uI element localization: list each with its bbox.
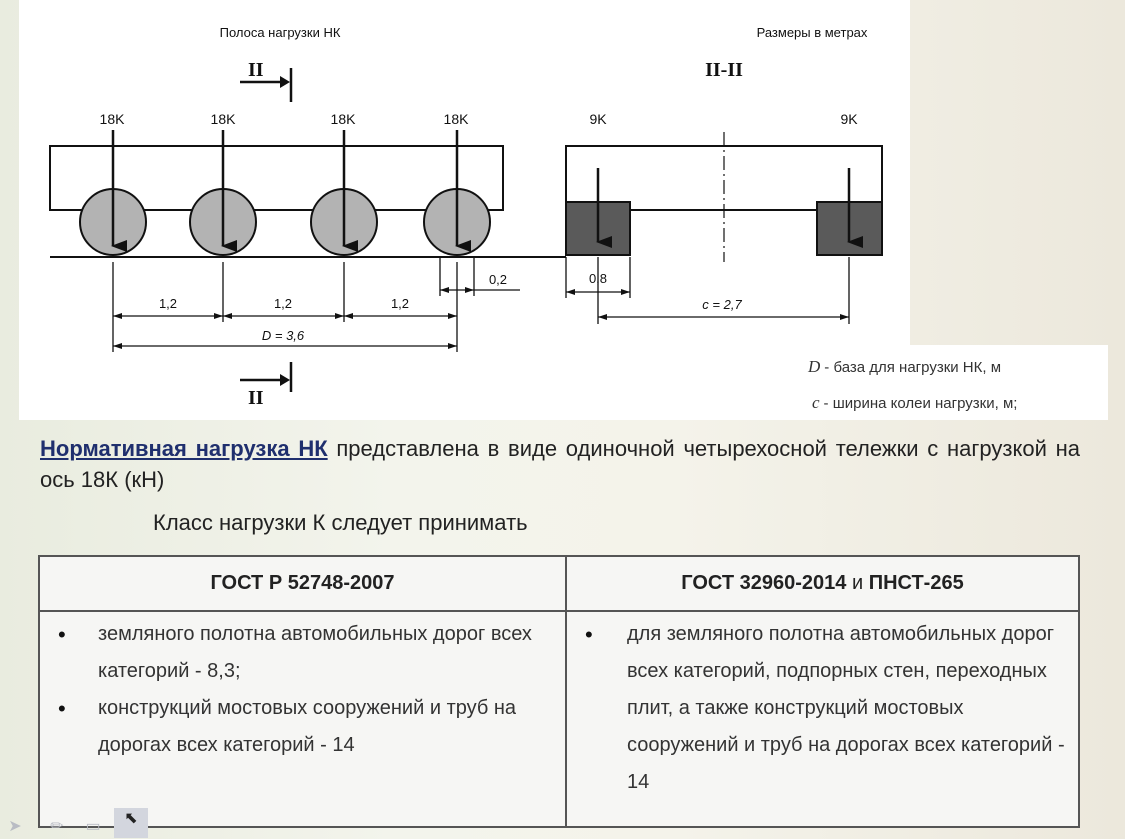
list-item: • земляного полотна автомобильных дорог всех категорий - 8,3; <box>40 616 565 690</box>
legend-d <box>808 357 1001 377</box>
description-rest: представлена в виде одиночной четырехосной тележки с нагрузкой на ось 18К (кН) <box>40 436 1080 492</box>
pointer-icon[interactable]: ➤ <box>8 818 22 835</box>
track-load-label-right: 9K <box>840 111 858 127</box>
list-item: • конструкций мостовых сооружений и труб на дорогах всех категорий - 14 <box>40 690 565 764</box>
cursor-icon[interactable]: ⬉ <box>114 808 148 838</box>
axle-load-label-3: 18K <box>330 111 356 127</box>
pen-icon[interactable]: ✏ <box>50 818 64 835</box>
dimension-lines-right <box>566 257 849 324</box>
eraser-icon[interactable]: ▭ <box>85 818 101 835</box>
legend-d-text: - база для нагрузки НК, м <box>824 359 1002 376</box>
dim-base: D = 3,6 <box>261 328 305 343</box>
section-label: II-II <box>705 59 743 81</box>
section-mark-top <box>240 59 291 102</box>
section-mark-bottom <box>240 362 291 409</box>
table-header-col2-b: ПНСТ-265 <box>868 572 964 594</box>
svg-text:II: II <box>248 59 264 81</box>
diagram-title-right: Размеры в метрах <box>756 25 868 40</box>
legend-d-symbol: D <box>808 357 821 376</box>
description-term: Нормативная нагрузка НК <box>40 436 328 461</box>
dim-wheel-gap: 0,2 <box>488 272 508 287</box>
legend-c-text: - ширина колеи нагрузки, м; <box>823 395 1018 412</box>
presentation-toolbar <box>0 806 160 839</box>
legend-c-symbol: c <box>812 393 820 412</box>
dim-spacing-3: 1,2 <box>390 296 410 311</box>
dim-spacing-2: 1,2 <box>273 296 293 311</box>
section-body <box>566 146 882 210</box>
track-load-label-left: 9K <box>589 111 607 127</box>
table-row <box>39 611 1079 827</box>
load-class-caption: Класс нагрузки К следует принимать <box>153 510 528 535</box>
table-header-col2-a: ГОСТ 32960-2014 <box>681 572 847 594</box>
table-header-col2 <box>566 556 1079 611</box>
axle-load-label-1: 18K <box>99 111 125 127</box>
list-item: • для земляного полотна автомобильных дорог всех категорий, подпорных стен, переходных плит, а также конструкций мостовых сооружений и труб на дорогах всех категорий - 14 <box>567 616 1078 801</box>
table-header-row <box>39 556 1079 611</box>
table-header-col2-conj: и <box>851 572 864 594</box>
table-header-col1: ГОСТ Р 52748-2007 <box>39 556 566 611</box>
axle-load-label-4: 18K <box>443 111 469 127</box>
table-cell-col2 <box>566 611 1079 827</box>
axle-load-label-2: 18K <box>210 111 236 127</box>
svg-text:II: II <box>248 387 264 409</box>
dim-spacing-1: 1,2 <box>158 296 178 311</box>
load-class-table <box>38 555 1080 828</box>
diagram-title-left: Полоса нагрузки НК <box>219 25 341 40</box>
description-paragraph <box>40 433 1080 495</box>
dim-gauge: c = 2,7 <box>702 297 742 312</box>
table-cell-col1 <box>39 611 566 827</box>
legend-c <box>812 393 1017 413</box>
dim-track-width: 0,8 <box>588 271 608 286</box>
